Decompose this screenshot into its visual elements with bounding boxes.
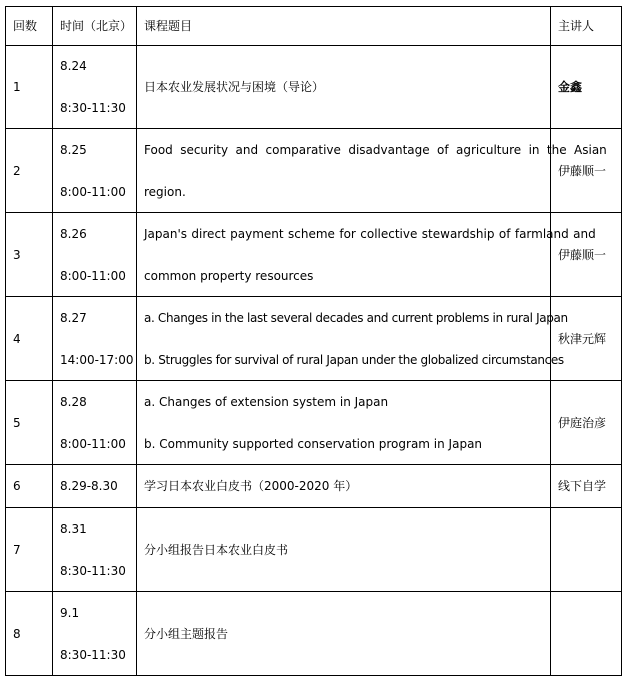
session-topic bbox=[137, 381, 551, 465]
session-hours: 8:00-11:00 bbox=[60, 184, 126, 199]
session-time bbox=[53, 213, 137, 297]
session-lecturer bbox=[551, 508, 622, 592]
session-number: 3 bbox=[6, 213, 53, 297]
session-time bbox=[53, 508, 137, 592]
table-row bbox=[6, 465, 622, 508]
session-date: 8.25 bbox=[60, 142, 87, 157]
session-date: 8.28 bbox=[60, 394, 87, 409]
session-topic bbox=[137, 297, 568, 381]
topic-line: b. Community supported conservation program in Japan bbox=[144, 436, 483, 451]
session-time bbox=[53, 129, 137, 213]
session-topic: 分小组报告日本农业白皮书 bbox=[137, 508, 551, 592]
header-lecturer: 主讲人 bbox=[551, 7, 622, 46]
session-hours: 8:00-11:00 bbox=[60, 268, 126, 283]
table-row bbox=[6, 46, 622, 129]
session-lecturer bbox=[551, 592, 622, 676]
session-date: 8.27 bbox=[60, 310, 87, 325]
session-hours: 8:30-11:30 bbox=[60, 101, 126, 115]
topic-line: common property resources bbox=[144, 268, 314, 283]
session-date: 9.1 bbox=[60, 605, 80, 620]
topic-line: b. Struggles for survival of rural Japan under the globalized circumstances bbox=[144, 352, 564, 367]
session-date: 8.26 bbox=[60, 226, 87, 241]
session-number: 8 bbox=[6, 592, 53, 676]
session-time bbox=[53, 592, 137, 676]
session-time bbox=[53, 46, 137, 129]
header-row bbox=[6, 7, 622, 46]
topic-line: a. Changes in the last several decades and current problems in rural Japan bbox=[144, 310, 568, 325]
session-topic: 学习日本农业白皮书（2000-2020 年） bbox=[137, 465, 551, 508]
topic-line: a. Changes of extension system in Japan bbox=[144, 394, 389, 409]
table-row bbox=[6, 129, 622, 213]
header-time: 时间（北京） bbox=[53, 7, 137, 46]
session-hours: 8:00-11:00 bbox=[60, 436, 126, 451]
session-number: 1 bbox=[6, 46, 53, 129]
table-row bbox=[6, 297, 622, 381]
session-lecturer: 伊藤顺一 bbox=[551, 129, 622, 213]
session-lecturer: 秋津元辉 bbox=[551, 297, 622, 381]
header-num: 回数 bbox=[6, 7, 53, 46]
session-date: 8.31 bbox=[60, 521, 87, 536]
session-lecturer: 伊庭治彦 bbox=[551, 381, 622, 465]
course-schedule-table bbox=[5, 6, 622, 676]
session-number: 2 bbox=[6, 129, 53, 213]
session-hours: 8:30-11:30 bbox=[60, 563, 126, 578]
session-hours: 14:00-17:00 bbox=[60, 352, 134, 367]
topic-line: Japan's direct payment scheme for collective stewardship of farmland and bbox=[144, 226, 596, 241]
session-time bbox=[53, 381, 137, 465]
topic-line: Food security and comparative disadvantage of agriculture in the Asian bbox=[144, 142, 607, 157]
session-topic: 日本农业发展状况与困境（导论） bbox=[137, 46, 551, 129]
session-lecturer: 伊藤顺一 bbox=[551, 213, 622, 297]
session-number: 6 bbox=[6, 465, 53, 508]
session-lecturer: 金鑫 bbox=[551, 46, 622, 129]
session-hours: 8:30-11:30 bbox=[60, 647, 126, 662]
session-number: 5 bbox=[6, 381, 53, 465]
session-lecturer: 线下自学 bbox=[551, 465, 622, 508]
header-topic: 课程题目 bbox=[137, 7, 551, 46]
topic-line: region. bbox=[144, 184, 186, 199]
session-topic: 分小组主题报告 bbox=[137, 592, 551, 676]
table-row bbox=[6, 592, 622, 676]
table-row bbox=[6, 381, 622, 465]
session-date: 8.29-8.30 bbox=[53, 465, 137, 508]
table-row bbox=[6, 508, 622, 592]
session-time bbox=[53, 297, 137, 381]
session-number: 4 bbox=[6, 297, 53, 381]
table-row bbox=[6, 213, 622, 297]
session-date: 8.24 bbox=[60, 59, 87, 73]
session-number: 7 bbox=[6, 508, 53, 592]
